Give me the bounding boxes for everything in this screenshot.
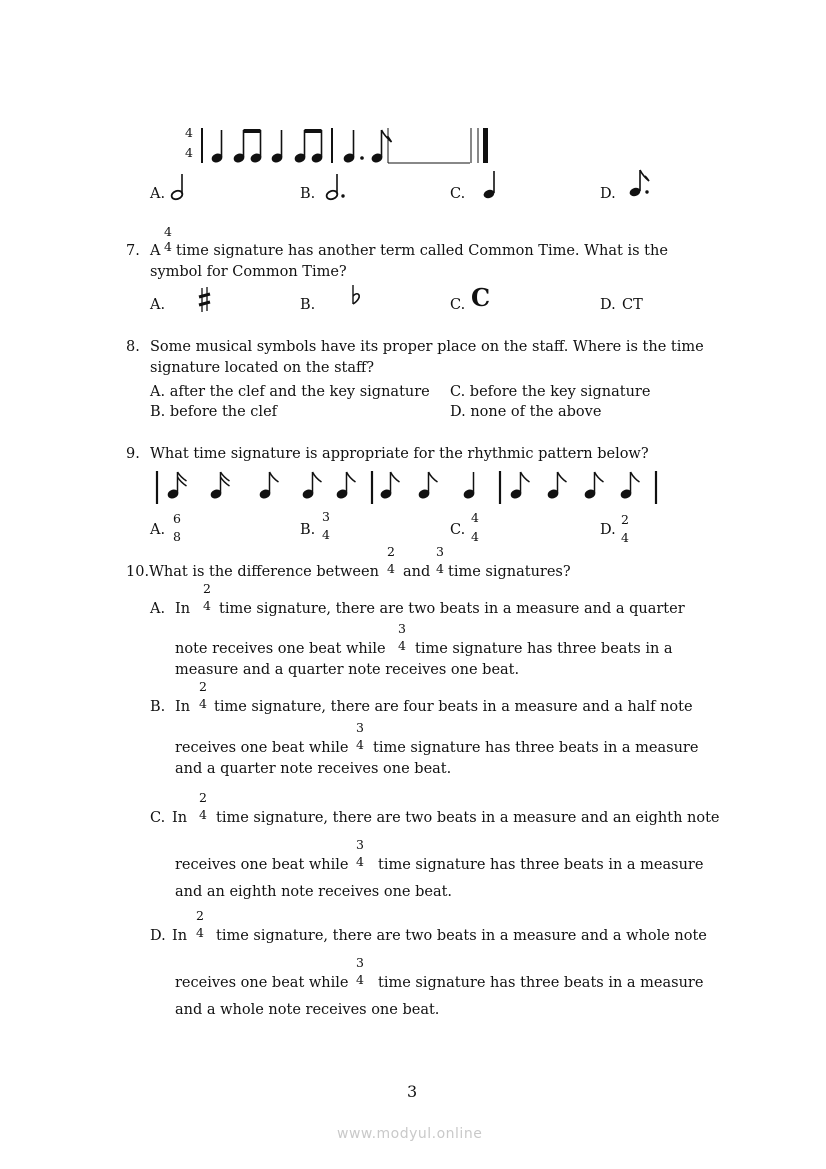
flat-icon: [350, 284, 364, 308]
q10-sig2-top: 3: [436, 544, 444, 559]
common-time-icon: C: [471, 283, 491, 312]
q8-option-a: A. after the clef and the key signature: [150, 384, 430, 400]
q10-sig1-top: 2: [387, 544, 395, 559]
q7-option-c-label: C.: [450, 297, 466, 313]
q10-option-d-line2b: time signature has three beats in a measure: [378, 975, 704, 991]
q10-option-b-sig-b-top: 3: [356, 720, 364, 735]
q9-option-c-bottom: 4: [471, 529, 479, 544]
q10-text-and: and: [403, 564, 431, 580]
q10-option-a-in: In: [175, 601, 191, 617]
q10-option-c-sig-a-bottom: 4: [199, 807, 207, 822]
half-note-icon: [170, 172, 190, 204]
q10-option-c-label: C.: [150, 810, 166, 826]
q10-sig2-bottom: 4: [436, 561, 444, 576]
q10-option-a-line2a: note receives one beat while: [175, 641, 386, 657]
q6-option-a-label: A.: [150, 186, 166, 202]
q10-option-d-sig-a-bottom: 4: [196, 925, 204, 940]
q8-option-c: C. before the key signature: [450, 384, 651, 400]
q9-option-b-top: 3: [322, 509, 330, 524]
q10-number: 10.: [126, 564, 150, 580]
q10-option-a-sig-a-top: 2: [203, 581, 211, 596]
q8-line1: Some musical symbols have its proper place on the staff. Where is the time: [150, 339, 704, 355]
q10-option-b-label: B.: [150, 699, 166, 715]
q7-option-d-label: D.: [600, 297, 616, 313]
q6-option-b-label: B.: [300, 186, 316, 202]
q9-option-c-top: 4: [471, 510, 479, 525]
q8-option-d: D. none of the above: [450, 404, 602, 420]
q10-option-c-line2a: receives one beat while: [175, 857, 349, 873]
q10-option-b-sig-a-top: 2: [199, 679, 207, 694]
q10-sig1-bottom: 4: [387, 561, 395, 576]
q10-option-d-in: In: [172, 928, 188, 944]
dotted-half-note-icon: [325, 172, 351, 204]
q9-option-b-label: B.: [300, 522, 316, 538]
q7-line2: symbol for Common Time?: [150, 264, 347, 280]
q8-line2: signature located on the staff?: [150, 360, 375, 376]
q10-text-a: What is the difference between: [149, 564, 379, 580]
q8-number: 8.: [126, 339, 140, 355]
q9-option-a-label: A.: [150, 522, 166, 538]
q7-text-b: time signature has another term called Common Time. What is the: [176, 243, 668, 259]
q10-option-c-in: In: [172, 810, 188, 826]
q10-text-b: time signatures?: [448, 564, 571, 580]
q9-option-a-bottom: 8: [173, 529, 181, 544]
q6-rhythm-notation: [195, 118, 495, 178]
watermark: www.modyul.online: [337, 1126, 483, 1142]
q6-time-sig-top: 4: [185, 125, 193, 140]
q6-time-sig-bottom: 4: [185, 145, 193, 160]
page-number: 3: [407, 1082, 418, 1101]
q10-option-a-label: A.: [150, 601, 166, 617]
q9-number: 9.: [126, 446, 140, 462]
q9-option-b-bottom: 4: [322, 527, 330, 542]
q10-option-b-line2a: receives one beat while: [175, 740, 349, 756]
q10-option-a-line2b: time signature has three beats in a: [415, 641, 673, 657]
q8-option-b: B. before the clef: [150, 404, 278, 420]
q10-option-a-sig-b-bottom: 4: [398, 638, 406, 653]
q10-option-d-line2a: receives one beat while: [175, 975, 349, 991]
q9-option-d-bottom: 4: [621, 530, 629, 545]
q10-option-c-line1: time signature, there are two beats in a measure and an eighth note: [216, 810, 720, 826]
q10-option-d-sig-a-top: 2: [196, 908, 204, 923]
q10-option-a-sig-a-bottom: 4: [203, 598, 211, 613]
q7-text-a: A: [150, 243, 161, 259]
q10-option-b-line2b: time signature has three beats in a measure: [373, 740, 699, 756]
q7-option-d-text: CT: [622, 297, 643, 313]
q9-text: What time signature is appropriate for the rhythmic pattern below?: [150, 446, 649, 462]
q10-option-d-sig-b-bottom: 4: [356, 972, 364, 987]
q10-option-b-sig-a-bottom: 4: [199, 696, 207, 711]
q7-option-b-label: B.: [300, 297, 316, 313]
q9-option-d-label: D.: [600, 522, 616, 538]
q10-option-c-sig-b-bottom: 4: [356, 854, 364, 869]
q7-number: 7.: [126, 243, 140, 259]
q10-option-c-sig-b-top: 3: [356, 837, 364, 852]
q10-option-d-line1: time signature, there are two beats in a measure and a whole note: [216, 928, 707, 944]
q10-option-c-sig-a-top: 2: [199, 790, 207, 805]
q7-sig-bottom: 4: [164, 239, 172, 254]
quarter-note-icon: [482, 170, 502, 202]
q9-option-c-label: C.: [450, 522, 466, 538]
q10-option-b-line1: time signature, there are four beats in a measure and a half note: [214, 699, 693, 715]
dotted-eighth-note-icon: [628, 168, 654, 200]
q10-option-c-line2b: time signature has three beats in a measure: [378, 857, 704, 873]
q10-option-a-sig-b-top: 3: [398, 621, 406, 636]
q10-option-b-line3: and a quarter note receives one beat.: [175, 761, 452, 777]
q9-option-d-top: 2: [621, 512, 629, 527]
q10-option-b-sig-b-bottom: 4: [356, 737, 364, 752]
q10-option-a-line1: time signature, there are two beats in a measure and a quarter: [219, 601, 685, 617]
q10-option-d-label: D.: [150, 928, 166, 944]
q9-option-a-top: 6: [173, 511, 181, 526]
q10-option-d-line3: and a whole note receives one beat.: [175, 1002, 440, 1018]
q6-option-c-label: C.: [450, 186, 466, 202]
sharp-icon: [198, 286, 212, 314]
q7-sig-top: 4: [164, 224, 172, 239]
q10-option-b-in: In: [175, 699, 191, 715]
q9-rhythm-notation: [150, 468, 670, 508]
q6-option-d-label: D.: [600, 186, 616, 202]
q10-option-a-line3: measure and a quarter note receives one beat.: [175, 662, 520, 678]
q10-option-c-line3: and an eighth note receives one beat.: [175, 884, 453, 900]
q7-option-a-label: A.: [150, 297, 166, 313]
q10-option-d-sig-b-top: 3: [356, 955, 364, 970]
